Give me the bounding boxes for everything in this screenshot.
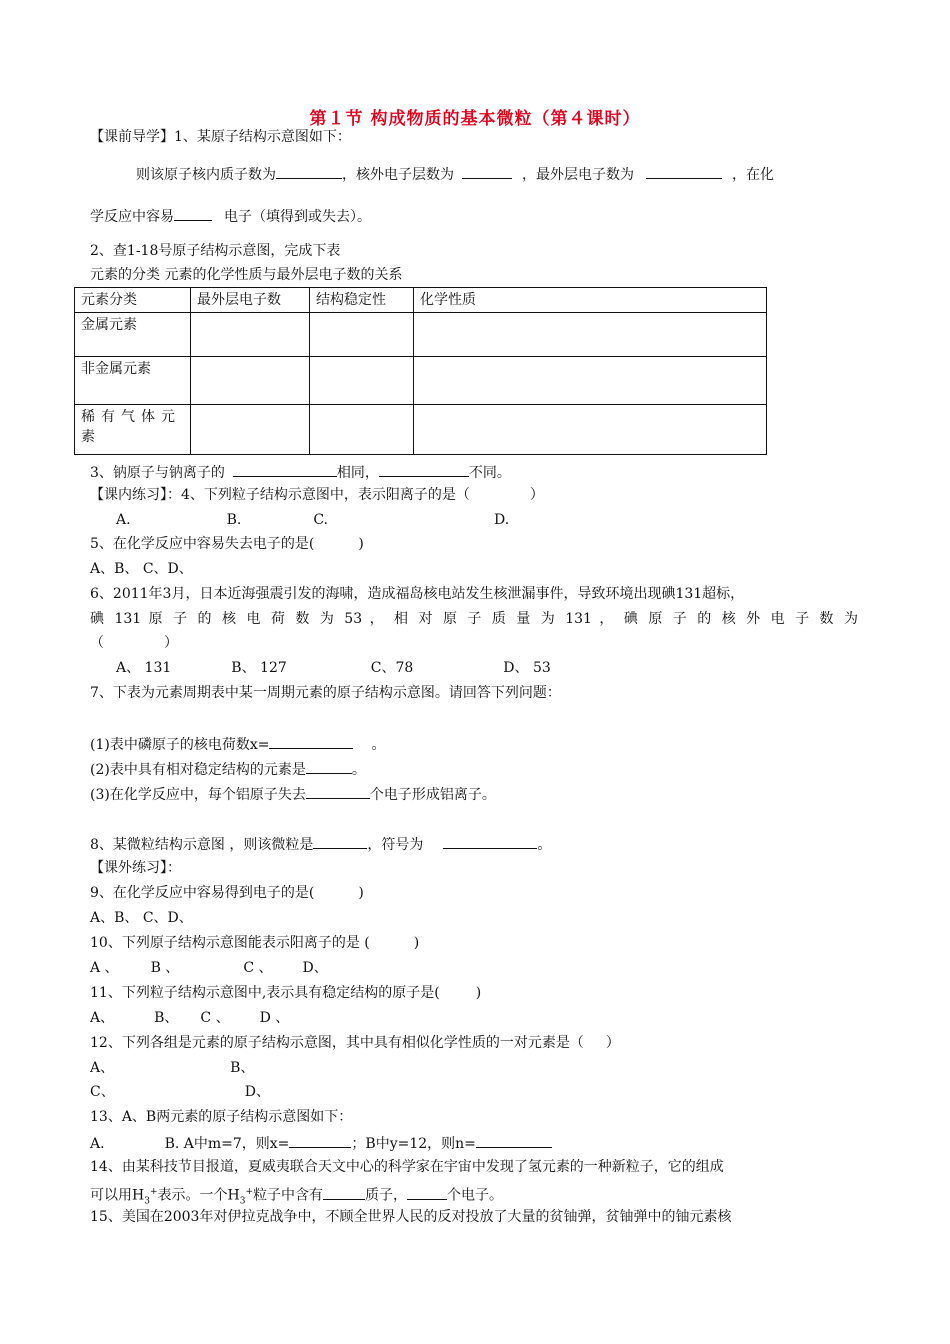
q6-option-d[interactable]: D、 53 — [503, 660, 551, 676]
pre-study-tag: 【课前导学】 — [90, 129, 174, 145]
q5-options: A、B、 C、D、 — [90, 561, 193, 577]
in-class-tag: 【课内练习】： — [90, 487, 181, 503]
q3-text-c: 不同。 — [468, 465, 511, 481]
table-cell-input[interactable] — [191, 405, 310, 455]
q12-end: ） — [605, 1035, 620, 1051]
q11-end: ) — [475, 985, 482, 1001]
q3-blank-same[interactable] — [233, 462, 337, 477]
table-row — [75, 357, 767, 405]
q9-text: 9、在化学反应中容易得到电子的是( — [90, 885, 315, 901]
page-title: 第１节 构成物质的基本微粒（第４课时） — [309, 109, 641, 129]
q6-paren-open: （ — [90, 635, 104, 651]
q1-text-b: ，核外电子层数为 — [342, 167, 454, 183]
table-row — [75, 313, 767, 357]
q7-sub-2 — [90, 759, 366, 779]
q11-option-d[interactable]: D 、 — [259, 1010, 290, 1026]
q4-option-a[interactable]: A. — [116, 512, 131, 528]
q9-line — [90, 884, 364, 902]
q8-text-a: 8、某微粒结构示意图 ，则该微粒是 — [90, 837, 314, 853]
q12-line — [90, 1034, 620, 1052]
q13-blank-x[interactable] — [289, 1133, 351, 1148]
q7-2-text: (2)表中具有相对稳定结构的元素是 — [90, 762, 306, 778]
q11-option-b[interactable]: B、 — [154, 1010, 179, 1026]
q6-line-3 — [90, 634, 178, 652]
q6-paren-close: ） — [164, 635, 178, 651]
q12-option-b[interactable]: B、 — [230, 1060, 255, 1076]
q3-text-a: 3、钠原子与钠离子的 — [90, 465, 225, 481]
q3-text-b: 相同， — [336, 465, 379, 481]
q9-end: ) — [358, 885, 364, 901]
q1-line-a — [136, 164, 774, 184]
q6-option-c[interactable]: C、78 — [370, 660, 414, 676]
q7-3-text: (3)在化学反应中，每个铝原子失去 — [90, 787, 306, 803]
q3-line — [90, 462, 511, 482]
q7-text: 7、下表为元素周期表中某一周期元素的原子结构示意图。请回答下列问题： — [90, 685, 561, 701]
q12-options-cd — [90, 1083, 270, 1101]
q10-text: 10、下列原子结构示意图能表示阳离子的是 ( — [90, 935, 370, 951]
q1-text-d: ，在化 — [732, 167, 774, 183]
q8-text-c: 。 — [537, 837, 552, 853]
q5-line — [90, 535, 364, 553]
q4-option-c[interactable]: C. — [313, 512, 328, 528]
q5-end: ) — [358, 536, 364, 552]
q4-options — [116, 511, 509, 529]
q10-end: ) — [413, 935, 420, 951]
q1-line-b — [90, 206, 371, 226]
q1-blank-protons[interactable] — [276, 164, 342, 179]
q14-subscript-2: 3 — [239, 1196, 246, 1207]
q4-text: 4、下列粒子结构示意图中，表示阳离子的是（ — [181, 487, 470, 503]
q4-end: ） — [529, 487, 544, 503]
q12-option-c[interactable]: C、 — [90, 1084, 115, 1100]
q10-options — [90, 959, 328, 977]
q12-options-ab — [90, 1059, 254, 1077]
q1-text-f: 电子（填得到或失去）。 — [224, 209, 371, 225]
table-cell-input[interactable] — [310, 357, 414, 405]
q14-superscript: + — [149, 1187, 158, 1197]
q11-option-c[interactable]: C 、 — [200, 1010, 230, 1026]
q14-blank-protons[interactable] — [323, 1185, 365, 1200]
q12-option-a[interactable]: A、 — [90, 1060, 115, 1076]
table-cell-input[interactable] — [414, 405, 767, 455]
q6-option-a[interactable]: A、 131 — [116, 660, 172, 676]
q4-option-d[interactable]: D. — [493, 512, 510, 528]
q10-option-b[interactable]: B 、 — [150, 960, 180, 976]
q4-option-b[interactable]: B. — [226, 512, 242, 528]
table-cell-input[interactable] — [191, 313, 310, 357]
q7-3-end: 个电子形成铝离子。 — [369, 787, 496, 803]
table-cell-category: 金属元素 — [75, 313, 191, 357]
q14-text-c: 粒子中含有 — [253, 1187, 323, 1204]
q1-blank-layers[interactable] — [462, 164, 512, 179]
q7-1-end: 。 — [371, 737, 386, 753]
q1-text-c: ，最外层电子数为 — [522, 167, 634, 183]
q7-2-end: 。 — [351, 762, 366, 778]
q6-line-2: 碘 131 原 子 的 核 电 荷 数 为 53 ， 相 对 原 子 质 量 为 131 ， 碘 原 子 的 核 外 电 子 数 为 — [90, 611, 858, 627]
q13-blank-n[interactable] — [476, 1133, 552, 1148]
q8-blank-symbol[interactable] — [443, 834, 537, 849]
q10-option-c[interactable]: C 、 — [243, 960, 273, 976]
table-cell-category: 稀有气体元素 — [75, 405, 191, 455]
q1-text-a: 则该原子核内质子数为 — [136, 167, 276, 183]
table-cell-input[interactable] — [414, 313, 767, 357]
table-header-cell: 结构稳定性 — [310, 288, 414, 313]
q1-blank-outer[interactable] — [646, 164, 722, 179]
table-row — [75, 405, 767, 455]
q1-text-e: 学反应中容易 — [90, 209, 174, 225]
table-header-cell: 元素分类 — [75, 288, 191, 313]
q15-line: 15、美国在2003年对伊拉克战争中，不顾全世界人民的反对投放了大量的贫铀弹，贫铀弹中的铀元素核 — [90, 1209, 732, 1225]
q14-text-b: 表示。一个H — [157, 1187, 240, 1204]
q10-line — [90, 934, 419, 952]
q13-label-a: A. — [90, 1136, 105, 1152]
q14-blank-electrons[interactable] — [407, 1185, 447, 1200]
q12-option-d[interactable]: D、 — [244, 1084, 270, 1100]
table-cell-category: 非金属元素 — [75, 357, 191, 405]
table-header-row — [75, 288, 767, 313]
q9-options: A、B、 C、D、 — [90, 910, 193, 926]
q4-line — [90, 486, 544, 504]
q11-options — [90, 1009, 289, 1027]
q8-text-b: ，符号为 — [367, 837, 424, 853]
q7-1-text: (1)表中磷原子的核电荷数x= — [90, 737, 270, 753]
q3-blank-diff[interactable] — [379, 462, 469, 477]
q5-text: 5、在化学反应中容易失去电子的是( — [90, 536, 315, 552]
q8-line — [90, 834, 551, 854]
q7-1-blank[interactable] — [269, 734, 353, 749]
q7-3-blank[interactable] — [306, 784, 370, 799]
q7-2-blank[interactable] — [306, 759, 352, 774]
after-class-tag: 【课外练习】： — [90, 860, 181, 876]
q13-text: 13、A、B两元素的原子结构示意图如下： — [90, 1109, 353, 1125]
q2-text: 2、查1-18号原子结构示意图，完成下表 — [90, 243, 341, 259]
q7-sub-3 — [90, 784, 496, 804]
q10-option-d[interactable]: D、 — [302, 960, 328, 976]
q11-text: 11、下列粒子结构示意图中,表示具有稳定结构的原子是( — [90, 985, 440, 1001]
q6-options — [116, 659, 551, 677]
q8-blank-particle[interactable] — [313, 834, 367, 849]
q11-option-a[interactable]: A、 — [90, 1010, 115, 1026]
q11-line — [90, 984, 481, 1002]
q1-intro-line — [90, 128, 351, 146]
q14-text-d: 质子， — [365, 1187, 407, 1204]
q12-text: 12、下列各组是元素的原子结构示意图，其中具有相似化学性质的一对元素是（ — [90, 1035, 584, 1051]
q13-line — [90, 1133, 552, 1153]
q14-subscript: 3 — [144, 1196, 150, 1207]
table-header-cell: 最外层电子数 — [191, 288, 310, 313]
q13-text-c: ；B中y=12，则n= — [351, 1136, 476, 1152]
q2-caption: 元素的分类 元素的化学性质与最外层电子数的关系 — [90, 267, 403, 283]
q1-blank-gain-lose[interactable] — [174, 206, 212, 221]
table-header-cell: 化学性质 — [414, 288, 767, 313]
element-classification-table — [74, 287, 767, 455]
q6-option-b[interactable]: B、 127 — [231, 660, 287, 676]
q14-line-1: 14、由某科技节目报道，夏威夷联合天文中心的科学家在宇宙中发现了氢元素的一种新粒子，它的组成 — [90, 1159, 724, 1175]
table-cell-input[interactable] — [414, 357, 767, 405]
q10-option-a[interactable]: A 、 — [90, 960, 119, 976]
q1-intro: 1、某原子结构示意图如下： — [174, 129, 351, 145]
table-cell-input[interactable] — [310, 405, 414, 455]
q6-line-1: 6、2011年3月，日本近海强震引发的海啸，造成福岛核电站发生核泄漏事件，导致环境出现碘131超标， — [90, 586, 745, 602]
q14-text-a: 可以用H — [90, 1187, 145, 1204]
table-cell-input[interactable] — [191, 357, 310, 405]
q14-superscript-2: + — [245, 1187, 253, 1197]
q14-text-e: 个电子。 — [447, 1187, 503, 1204]
table-cell-input[interactable] — [310, 313, 414, 357]
q13-text-b: B. A中m=7，则x= — [164, 1136, 290, 1152]
q14-line-2 — [90, 1183, 503, 1210]
q7-sub-1 — [90, 734, 385, 754]
